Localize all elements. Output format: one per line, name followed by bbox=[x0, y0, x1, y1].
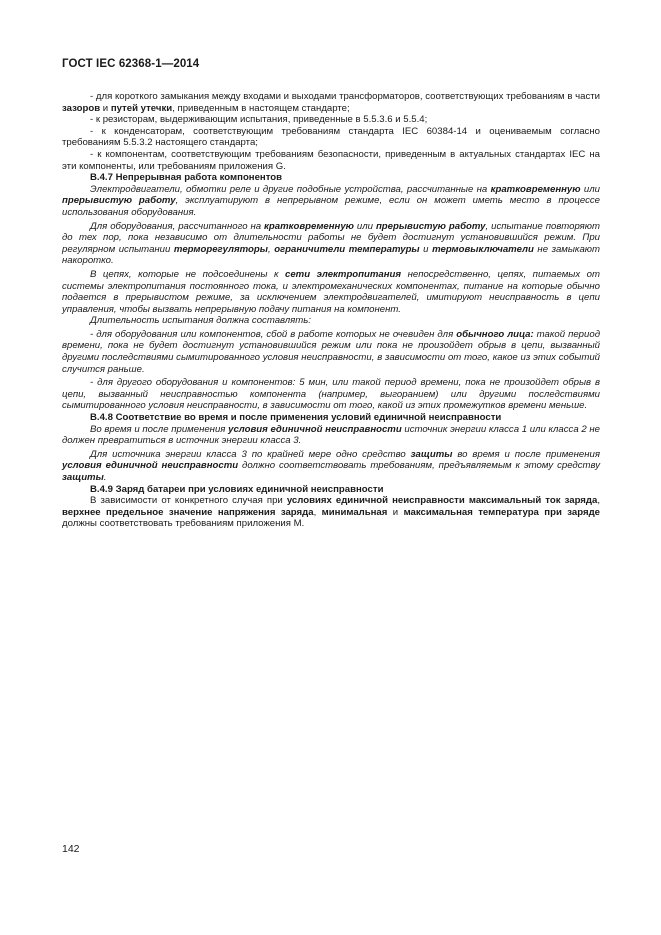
text-run: - к компонентам, соответствующим требованиям безопасности, приведенным в актуальных стандартах IEC на эти компоненты, или требованиям приложения G. bbox=[62, 148, 600, 172]
paragraph bbox=[62, 449, 600, 484]
section-heading bbox=[62, 172, 600, 184]
term-emphasis: условия единичной неисправности bbox=[62, 460, 239, 472]
text-run: . bbox=[103, 472, 107, 483]
text-run: - для другого оборудования и компонентов: 5 мин, или такой период времени, пока не произойдет обрыв в цепи, вызванный неисправностью компонента (например, выгоранием) или другими последствиями сымитированного условия неисправности, в зависимости от того, какой из этих промежутков времени меньше. bbox=[62, 377, 600, 412]
paragraph bbox=[62, 114, 600, 126]
text-run: В зависимости от конкретного случая при bbox=[90, 495, 287, 507]
paragraph bbox=[62, 221, 600, 267]
document-header: ГОСТ IEC 62368-1—2014 bbox=[62, 58, 200, 70]
term-emphasis: кратковременную bbox=[490, 183, 581, 195]
text-run: такой период времени, пока не будет достигнут установившийся режим или пока не произойдет обрыв в цепи, вызванный другими последствиями сымитированного условия неисправности, в зависимости от того, какое из этих событий случится раньше. bbox=[62, 328, 600, 375]
text-run: во время и после применения bbox=[452, 448, 600, 460]
term-emphasis: терморегуляторы bbox=[173, 243, 268, 255]
paragraph bbox=[62, 269, 600, 315]
term-emphasis: ограничители температуры bbox=[274, 243, 420, 255]
text-run: Для оборудования, рассчитанного на bbox=[90, 220, 265, 232]
paragraph bbox=[62, 91, 600, 114]
term-emphasis: максимальный ток заряда bbox=[468, 495, 598, 507]
term-emphasis: термовыключатели bbox=[432, 243, 534, 255]
paragraph bbox=[62, 424, 600, 447]
text-run: - к конденсаторам, соответствующим требованиям стандарта IEC 60384-14 и оцениваемым согласно требованиям 5.5.3.2 настоящего стандарта; bbox=[62, 125, 600, 149]
text-run: - для оборудования или компонентов, сбой в работе которых не очевиден для bbox=[90, 328, 457, 340]
term-emphasis: путей утечки bbox=[110, 102, 173, 114]
text-run: , испытание повторяют до тех пор, пока независимо от длительности работы не будет достигнут установившийся режим. При регулярном испытании bbox=[62, 220, 600, 255]
text-run: B.4.9 Заряд батареи при условиях единичной неисправности bbox=[90, 483, 384, 495]
term-emphasis: условиях единичной неисправности bbox=[286, 495, 465, 507]
text-run: , эксплуатируют в непрерывном режиме, если он может иметь место в процессе использования оборудования. bbox=[62, 195, 601, 218]
text-run: и bbox=[387, 506, 404, 518]
text-run: B.4.7 Непрерывная работа компонентов bbox=[90, 172, 283, 184]
text-run: Для источника энергии класса 3 по крайней мере одно средство bbox=[90, 448, 411, 460]
text-run: Во время и после применения bbox=[90, 423, 229, 435]
section-heading bbox=[62, 412, 600, 424]
term-emphasis: максимальная температура при заряде bbox=[403, 506, 600, 518]
text-run: , bbox=[313, 506, 322, 518]
text-run: , приведенным в настоящем стандарте; bbox=[172, 102, 350, 114]
text-run: В цепях, которые не подсоединены к bbox=[90, 268, 285, 280]
term-emphasis: зазоров bbox=[62, 102, 101, 114]
paragraph bbox=[62, 149, 600, 172]
term-emphasis: кратковременную bbox=[264, 220, 354, 232]
text-run: и bbox=[419, 243, 433, 255]
paragraph bbox=[62, 315, 600, 327]
paragraph bbox=[62, 329, 600, 375]
text-run: - к резисторам, выдерживающим испытания, приведенные в 5.5.3.6 и 5.5.4; bbox=[90, 114, 428, 126]
text-run: , bbox=[267, 243, 275, 255]
term-emphasis: условия единичной неисправности bbox=[228, 423, 402, 435]
text-run: должно соответствовать требованиям, предъявляемым к этому средству bbox=[238, 460, 601, 472]
text-run: не замыкают накоротко. bbox=[62, 243, 600, 267]
text-run: непосредственно, цепях, питаемых от системы электропитания постоянного тока, и электромеханических компонентах, питание на которые обычно подается в прерывистом режиме, за исключением электродвигателей, имитируют неисправность в цепи управления, чтобы вызвать непрерывную подачу питания на компонент. bbox=[62, 268, 601, 315]
text-run: источник энергии класса 1 или класса 2 не должен превратиться в источник энергии класса 3. bbox=[62, 423, 600, 447]
paragraph bbox=[62, 377, 600, 412]
text-run: должны соответствовать требованиям приложения М. bbox=[62, 518, 305, 530]
term-emphasis: минимальная bbox=[321, 506, 388, 518]
term-emphasis: сети электропитания bbox=[285, 268, 402, 280]
text-run: , bbox=[597, 495, 600, 507]
term-emphasis: обычного лица: bbox=[456, 328, 534, 340]
term-emphasis: верхнее предельное значение напряжения заряда bbox=[62, 506, 314, 518]
paragraph bbox=[62, 184, 600, 219]
text-run: или bbox=[580, 183, 601, 195]
term-emphasis: прерывистую работу bbox=[62, 195, 176, 207]
text-run: и bbox=[100, 102, 111, 114]
paragraph bbox=[62, 126, 600, 149]
page-number: 142 bbox=[62, 843, 80, 855]
text-run: Электродвигатели, обмотки реле и другие подобные устройства, рассчитанные на bbox=[90, 183, 491, 195]
document-body bbox=[62, 91, 600, 530]
text-run: - для короткого замыкания между входами и выходами трансформаторов, соответствующих требованиям в части bbox=[90, 91, 600, 102]
section-heading bbox=[62, 484, 600, 496]
term-emphasis: защиты bbox=[62, 472, 104, 483]
text-run: B.4.8 Соответствие во время и после применения условий единичной неисправности bbox=[90, 412, 502, 424]
term-emphasis: прерывистую работу bbox=[375, 220, 486, 232]
term-emphasis: защиты bbox=[410, 448, 453, 460]
text-run: Длительность испытания должна составлять: bbox=[90, 315, 311, 327]
paragraph bbox=[62, 495, 600, 530]
text-run: или bbox=[353, 220, 376, 232]
